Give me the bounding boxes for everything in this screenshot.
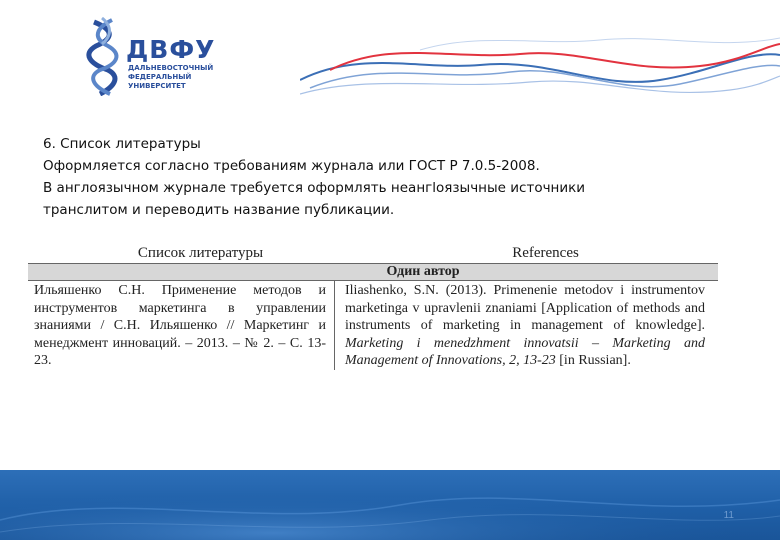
page-number: 11 — [723, 510, 734, 521]
dna-helix-icon — [86, 16, 126, 96]
reference-russian — [28, 281, 335, 370]
body-line: В англоязычном журнале требуется оформлять неангloязычные источники — [43, 180, 586, 196]
reference-italic: innovatsii – Marketing and Management of Innovations, 2, — [345, 335, 705, 368]
body-line: транслитом и переводить название публикации. — [43, 202, 395, 218]
logo-subtitle-line: ДАЛЬНЕВОСТОЧНЫЙ — [128, 64, 214, 72]
logo-title: ДВФУ — [126, 35, 216, 64]
reference-italic: Marketing i menedzhment — [345, 335, 511, 351]
logo-subtitle-line: ФЕДЕРАЛЬНЫЙ — [128, 73, 192, 81]
reference-line: 13-23. — [34, 335, 326, 368]
reference-tail: [in Russian]. — [559, 353, 631, 368]
slide-text — [43, 133, 683, 221]
footer-band — [0, 470, 780, 540]
references-table — [28, 243, 718, 370]
table-row — [28, 281, 718, 370]
decorative-waves — [300, 10, 780, 105]
section-title: 6. Список литературы — [43, 136, 201, 152]
reference-line: знаниями / С.Н. Ильяшенко // Маркетинг и — [34, 318, 326, 333]
reference-line: [Application of methods and instruments of marketing in — [345, 300, 706, 333]
reference-english — [335, 281, 711, 370]
group-row: Один автор — [28, 264, 718, 281]
logo-subtitle — [128, 64, 213, 91]
body-line: Оформляется согласно требованиям журнала или ГОСТ Р 7.0.5-2008. — [43, 158, 540, 174]
logo-subtitle-line: УНИВЕРСИТЕТ — [128, 82, 186, 90]
reference-line: инструментов маркетинга в управлении — [34, 300, 326, 316]
column-header-english: References — [512, 245, 579, 261]
reference-italic: 13-23 — [523, 353, 556, 368]
reference-line: management of knowledge]. — [531, 318, 706, 333]
reference-line: Iliashenko, S.N. (2013). Primenenie metodov i — [345, 283, 625, 298]
reference-line: менеджмент инноваций. – 2013. – № 2. – С. — [34, 335, 303, 351]
column-header-russian: Список литературы — [137, 245, 264, 261]
footer-decoration — [0, 470, 780, 540]
university-logo — [86, 16, 216, 96]
reference-line: Ильяшенко С.Н. Применение методов и — [34, 283, 326, 298]
reference-line: instrumentov marketinga v upravlenii znaniami — [345, 283, 706, 316]
table-header-row — [28, 243, 718, 264]
